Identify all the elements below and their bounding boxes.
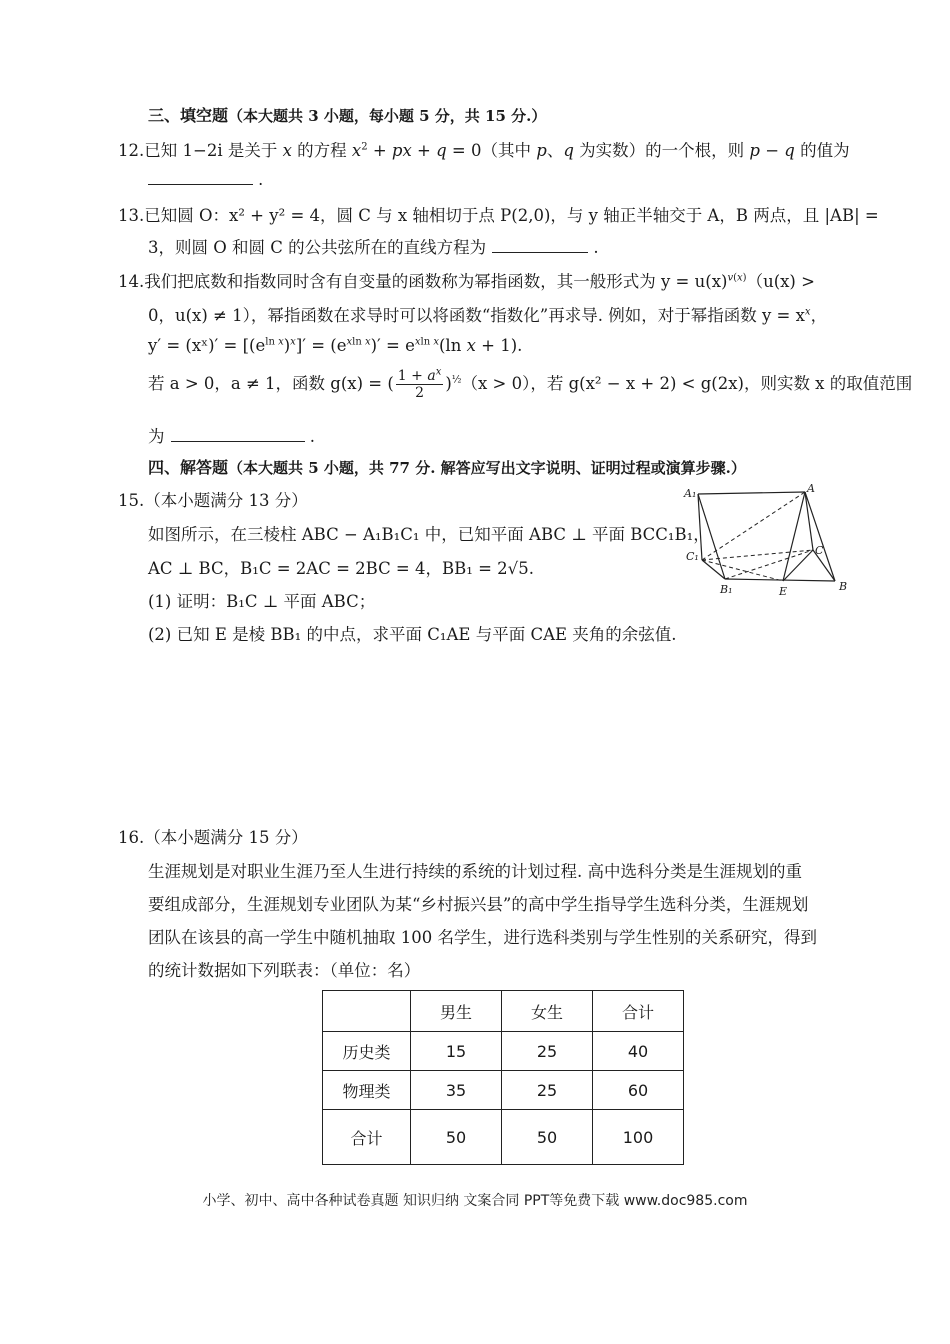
question-14: 14.我们把底数和指数同时含有自变量的函数称为幂指函数，其一般形式为 $y = u(x)^{v(x)}(u(x)$ >	[118, 272, 815, 291]
question-14-line2: 0，u(x) ≠ 1），幂指函数在求导时可以将函数“指数化”再求导. 例如，对于幂指函数 $y = x^x$，	[148, 306, 828, 325]
question-14-line4: 若 a > 0，a ≠ 1，函数 g(x) = ( $\frac{1 + a^x}{2}$ )$^{\frac{1}{2}}$（x > 0），若 g(x² − x + 2) < g(2x)，则实数 x 的取值范围	[148, 366, 913, 401]
question-16-header: 16.（本小题满分 15 分）	[118, 828, 308, 847]
table-cell: 60	[593, 1071, 684, 1110]
table-header-cell	[323, 991, 411, 1032]
table-cell: 25	[502, 1071, 593, 1110]
table-cell: 50	[411, 1110, 502, 1165]
table-header-cell: 男生	[411, 991, 502, 1032]
prism-figure	[680, 480, 850, 605]
label-A1: A₁	[684, 487, 697, 500]
q14-answer-blank[interactable]	[171, 427, 305, 442]
q12-number: 12.	[118, 141, 145, 160]
section4-title: 四、解答题	[148, 458, 229, 477]
q13-answer-blank[interactable]	[492, 238, 588, 253]
q14-number: 14.	[118, 272, 145, 291]
question-13	[118, 202, 879, 226]
table-cell: 15	[411, 1032, 502, 1071]
label-A: A	[807, 482, 815, 495]
question-15-part2: (2) 已知 E 是棱 BB₁ 的中点，求平面 C₁AE 与平面 CAE 夹角的余弦值.	[148, 625, 677, 644]
table-cell: 历史类	[323, 1032, 411, 1071]
question-16-line3: 团队在该县的高一学生中随机抽取 100 名学生，进行选科类别与学生性别的关系研究，得到	[148, 928, 817, 947]
question-14-line5: 为 .	[148, 427, 315, 446]
table-row	[323, 1071, 684, 1110]
table-cell: 100	[593, 1110, 684, 1165]
table-cell: 25	[502, 1032, 593, 1071]
label-B1: B₁	[720, 583, 733, 596]
q16-number: 16.	[118, 828, 145, 847]
table-header-cell: 女生	[502, 991, 593, 1032]
section4-heading	[148, 455, 746, 478]
label-C: C	[815, 544, 824, 557]
table-cell: 35	[411, 1071, 502, 1110]
label-C1: C₁	[686, 550, 699, 563]
section3-note: （本大题共 3 小题，每小题 5 分，共 15 分.）	[228, 107, 547, 125]
question-15-part1: (1) 证明：B₁C ⊥ 平面 ABC；	[148, 592, 376, 611]
question-15-header: 15.（本小题满分 13 分）	[118, 491, 308, 510]
section3-heading	[148, 103, 546, 126]
question-16-line4: 的统计数据如下列联表：（单位：名）	[148, 961, 421, 980]
question-15-line2: AC ⊥ BC，B₁C = 2AC = 2BC = 4，BB₁ = 2√5.	[148, 559, 534, 578]
table-cell: 50	[502, 1110, 593, 1165]
label-B: B	[839, 580, 848, 593]
section4-note: （本大题共 5 小题，共 77 分. 解答应写出文字说明、证明过程或演算步骤.）	[228, 459, 746, 477]
question-16-line2: 要组成部分，生涯规划专业团队为某“乡村振兴县”的高中学生指导学生选科分类，生涯规划	[148, 895, 809, 914]
question-13-line2: 3，则圆 O 和圆 C 的公共弦所在的直线方程为 .	[148, 238, 599, 257]
contingency-table	[322, 990, 684, 1165]
table-header-cell: 合计	[593, 991, 684, 1032]
table-row	[323, 1032, 684, 1071]
page-footer: 小学、初中、高中各种试卷真题 知识归纳 文案合同 PPT等免费下载 www.doc985.com	[202, 1193, 748, 1209]
table-cell: 物理类	[323, 1071, 411, 1110]
question-16-line1: 生涯规划是对职业生涯乃至人生进行持续的系统的计划过程. 高中选科分类是生涯规划的重	[148, 862, 802, 881]
table-cell: 合计	[323, 1110, 411, 1165]
section3-title: 三、填空题	[148, 106, 229, 125]
question-12: 12.已知 1−2i 是关于 x 的方程 $x^2$ + px + q = 0（其中 p、q 为实数）的一个根，则 p − q 的值为	[118, 141, 850, 160]
q13-line2: 3，则圆 O 和圆 C 的公共弦所在的直线方程为	[148, 238, 487, 257]
table-row	[323, 1110, 684, 1165]
q13-line1: 已知圆 O：x² + y² = 4，圆 C 与 x 轴相切于点 P(2,0)，与 y 轴正半轴交于 A，B 两点，且 |AB| =	[144, 206, 879, 225]
question-15-line1: 如图所示，在三棱柱 ABC − A₁B₁C₁ 中，已知平面 ABC ⊥ 平面 BCC₁B₁，	[148, 525, 710, 544]
table-header-row	[323, 991, 684, 1032]
q15-number: 15.	[118, 491, 145, 510]
label-E: E	[779, 585, 788, 598]
q12-answer-blank[interactable]: .	[148, 170, 263, 189]
q13-number: 13.	[118, 206, 145, 225]
question-14-line3: y′ = (xˣ)′ = $[(e^{ln x})^x]' = (e^{xln x})' = e^{xln x}(\ln$ x + 1).	[148, 336, 523, 355]
table-cell: 40	[593, 1032, 684, 1071]
